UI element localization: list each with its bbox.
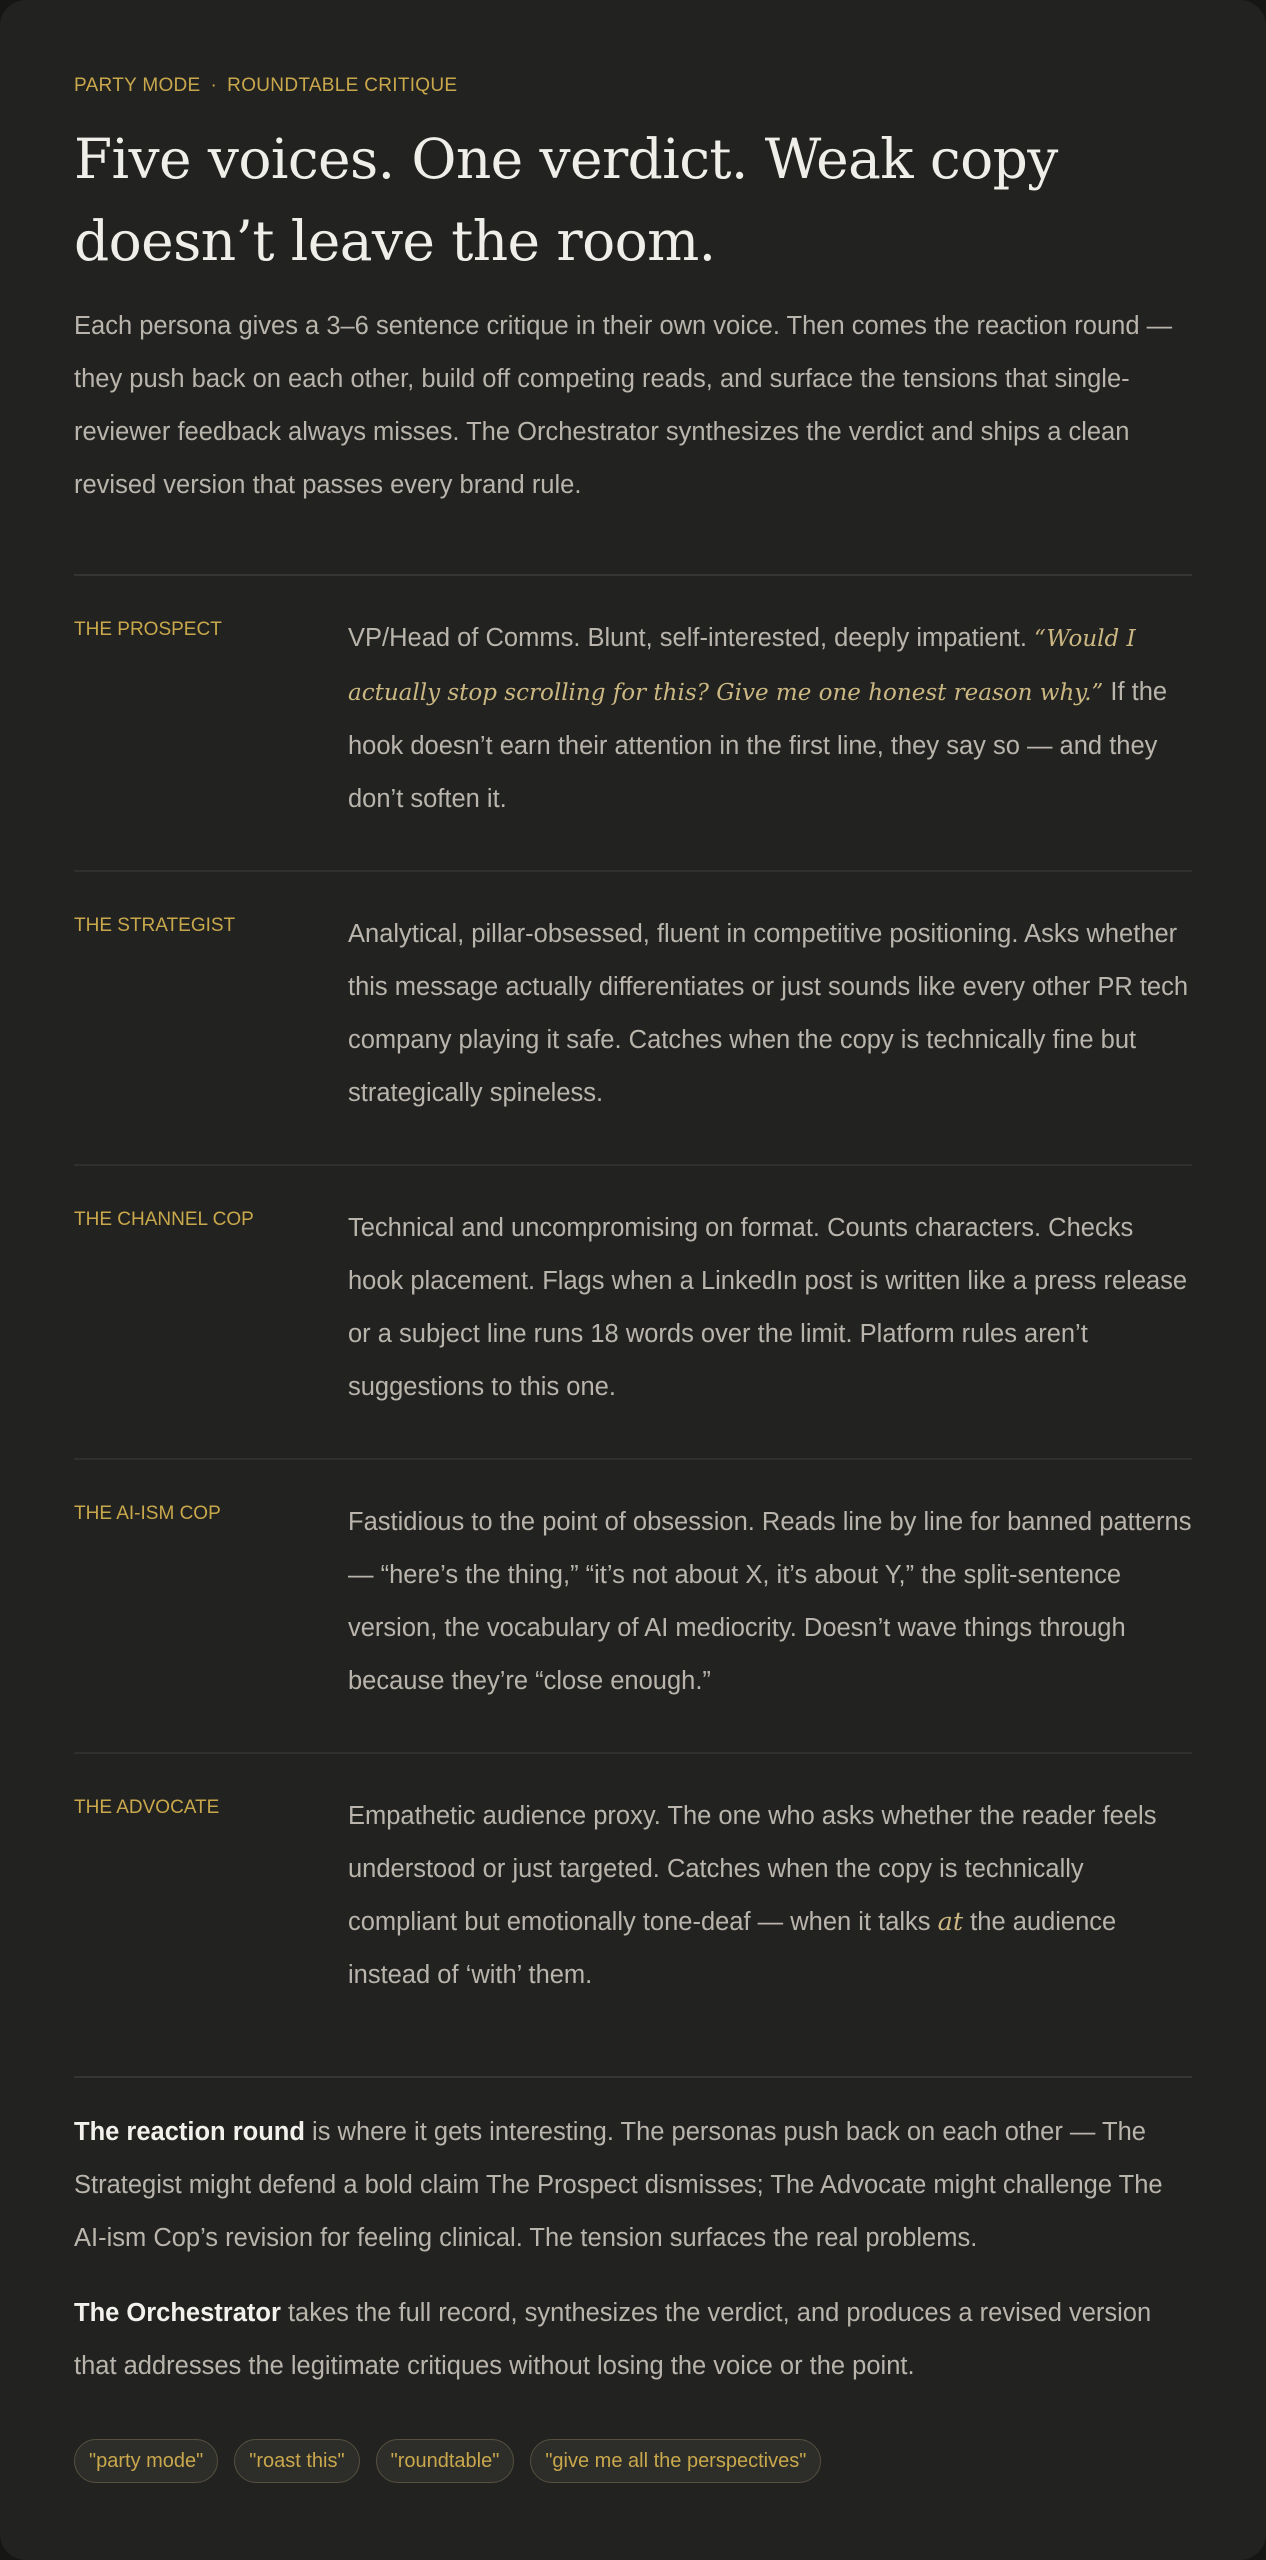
persona-emphasis: at [937,1907,964,1937]
persona-quote: “Would I actually stop scrolling for this? Give me one honest reason why.” [348,626,1136,706]
persona-label: THE STRATEGIST [74,915,236,936]
persona-advocate [74,1752,1192,2046]
persona-list [74,574,1192,2046]
persona-text: the audience instead of ‘with’ them. [348,1908,1117,1989]
tag-chip[interactable]: "party mode" [74,2439,218,2483]
reaction-paragraph [74,2106,1192,2265]
persona-text: Empathetic audience proxy. The one who asks whether the reader feels understood or just targeted. Catches when the copy is technically compliant but emotionally tone-deaf — when it talks [348,1802,1157,1936]
orchestrator-heading: The Orchestrator [74,2299,281,2327]
tag-chip[interactable]: "give me all the perspectives" [530,2439,821,2483]
persona-ai-ism-cop [74,1458,1192,1752]
page-title: Five voices. One verdict. Weak copy doesn’t leave the room. [74,127,1058,273]
persona-description [348,612,1192,826]
tag-chip[interactable]: "roundtable" [376,2439,515,2483]
persona-text: If the hook doesn’t earn their attention in the first line, they say so — and they don’t soften it. [348,678,1168,813]
persona-description: Fastidious to the point of obsession. Reads line by line for banned patterns — “here’s the thing,” “it’s not about X, it’s about Y,” the split-sentence version, the vocabulary of AI mediocrity. Doesn’t wave things through because they’re “close enough.” [348,1508,1192,1695]
orchestrator-text: takes the full record, synthesizes the verdict, and produces a revised version that addresses the legitimate critiques without losing the voice or the point. [74,2299,1152,2380]
eyebrow-section: ROUNDTABLE CRITIQUE [227,75,458,96]
reaction-text: is where it gets interesting. The personas push back on each other — The Strategist might defend a bold claim The Prospect dismisses; The Advocate might challenge The AI-ism Cop’s revision for feeling clinical. The tension surfaces the real problems. [74,2118,1163,2252]
persona-description: Analytical, pillar-obsessed, fluent in competitive positioning. Asks whether this message actually differentiates or just sounds like every other PR tech company playing it safe. Catches when the copy is technically fine but strategically spineless. [348,920,1189,1107]
orchestrator-paragraph [74,2287,1192,2393]
persona-channel-cop [74,1164,1192,1458]
persona-description: Technical and uncompromising on format. Counts characters. Checks hook placement. Flags when a LinkedIn post is written like a press release or a subject line runs 18 words over the limit. Platform rules aren’t suggestions to this one. [348,1214,1188,1401]
persona-strategist [74,870,1192,1164]
intro-paragraph: Each persona gives a 3–6 sentence critique in their own voice. Then comes the reaction round — they push back on each other, build off competing reads, and surface the tensions that single-reviewer feedback always misses. The Orchestrator synthesizes the verdict and ships a clean revised version that passes every brand rule. [74,312,1173,499]
persona-text: VP/Head of Comms. Blunt, self-interested, deeply impatient. [348,624,1034,652]
persona-prospect [74,574,1192,870]
trigger-tags [74,2439,1192,2483]
eyebrow-separator: · [210,75,218,96]
persona-label: THE ADVOCATE [74,1797,220,1818]
eyebrow-mode: PARTY MODE [74,75,201,96]
persona-label: THE CHANNEL COP [74,1209,254,1230]
reaction-heading: The reaction round [74,2118,305,2146]
persona-description [348,1790,1192,2002]
persona-label: THE AI-ISM COP [74,1503,221,1524]
persona-label: THE PROSPECT [74,619,222,640]
eyebrow [74,72,1192,100]
tag-chip[interactable]: "roast this" [234,2439,359,2483]
summary-section [74,2076,1192,2483]
